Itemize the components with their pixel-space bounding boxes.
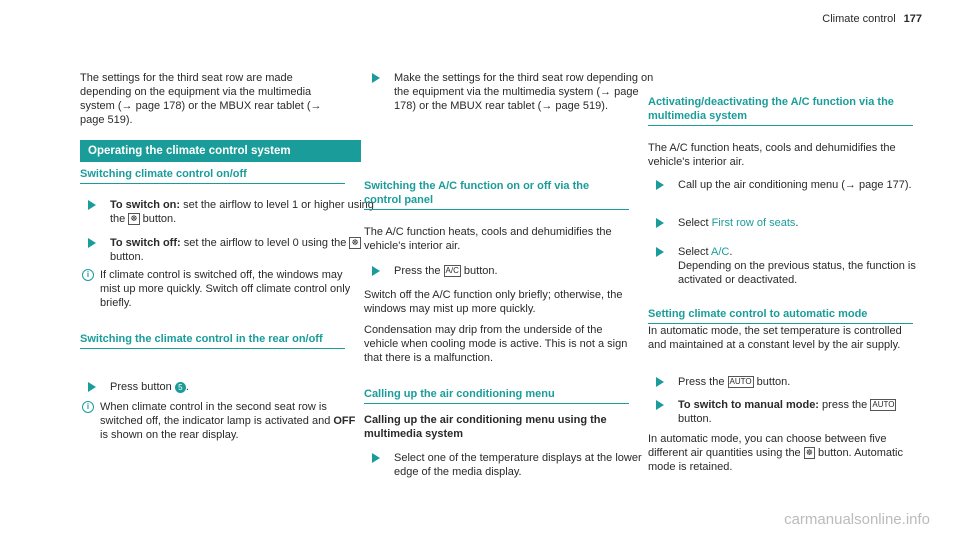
intro-paragraph: The settings for the third seat row are made depending on the equipment via the multimedia system (→ page 178) or the MBUX rear tablet (→ page 519).	[80, 72, 322, 126]
subheading-automatic: Setting climate control to automatic mode	[648, 307, 913, 324]
subheading-multimedia: Calling up the air conditioning menu using the multimedia system	[364, 414, 607, 440]
page-header	[822, 12, 922, 26]
number-badge: 5	[175, 382, 186, 393]
step-arrow-icon	[656, 247, 664, 257]
subheading-ac-multimedia: Activating/deactivating the A/C function via the multimedia system	[648, 95, 913, 126]
section-title: Climate control	[822, 13, 896, 25]
step-manual-mode: To switch to manual mode: press the AUTO button.	[648, 398, 943, 426]
ac-link[interactable]: A/C	[711, 246, 730, 258]
ac-heats-paragraph: The A/C function heats, cools and dehumidifies the vehicle's interior air.	[648, 142, 896, 168]
step-arrow-icon	[656, 180, 664, 190]
step-arrow-icon	[656, 400, 664, 410]
condensation-paragraph: Condensation may drip from the underside of the vehicle when cooling mode is active. This is not a sign that there is a malfunction.	[364, 324, 628, 364]
step-arrow-icon	[372, 266, 380, 276]
step-arrow-icon	[88, 200, 96, 210]
watermark: carmanualsonline.info	[784, 511, 930, 528]
step-select-temp: Select one of the temperature displays at the lower edge of the media display.	[364, 451, 659, 479]
info-icon: i	[82, 401, 94, 413]
ac-paragraph: The A/C function heats, cools and dehumidifies the vehicle's interior air.	[364, 226, 612, 252]
step-arrow-icon	[372, 453, 380, 463]
step-press-auto: Press the AUTO button.	[648, 375, 943, 389]
step-press-ac: Press the A/C button.	[364, 264, 659, 278]
note-mist: i If climate control is switched off, the windows may mist up more quickly. Switch off climate control only briefly.	[80, 268, 365, 310]
step-third-row: Make the settings for the third seat row depending on the equipment via the multimedia system (→ page 178) or the MBUX rear tablet (→ page 519).	[364, 71, 659, 113]
page-number: 177	[903, 13, 922, 25]
step-arrow-icon	[88, 382, 96, 392]
subheading-ac-menu: Calling up the air conditioning menu	[364, 387, 629, 404]
step-select-ac: Select A/C. Depending on the previous status, the function is activated or deactivated.	[648, 245, 943, 287]
air-quantity-paragraph: In automatic mode, you can choose between five different air quantities using the ☸ button. Automatic mode is retained.	[648, 433, 903, 473]
step-call-menu: Call up the air conditioning menu (→ page 177).	[648, 178, 943, 192]
ac-max-icon: A/C	[445, 266, 459, 276]
step-select-first-row: Select First row of seats.	[648, 216, 943, 230]
step-arrow-icon	[372, 73, 380, 83]
subheading-on-off: Switching climate control on/off	[80, 167, 345, 184]
automatic-paragraph: In automatic mode, the set temperature is controlled and maintained at a constant level by the air supply.	[648, 325, 902, 351]
step-arrow-icon	[88, 238, 96, 248]
info-icon: i	[82, 269, 94, 281]
step-press-button: Press button 5 .	[80, 380, 375, 394]
step-arrow-icon	[656, 377, 664, 387]
section-banner: Operating the climate control system	[80, 140, 361, 162]
mist-paragraph: Switch off the A/C function only briefly; otherwise, the windows may mist up more quickly.	[364, 289, 623, 315]
fan-icon: ☸	[805, 448, 813, 458]
step-switch-on: To switch on: set the airflow to level 1 or higher using the ☸ button.	[80, 198, 375, 226]
step-switch-off: To switch off: set the airflow to level 0 using the ☸ button.	[80, 236, 375, 264]
subheading-ac-panel: Switching the A/C function on or off via the control panel	[364, 179, 629, 210]
step-arrow-icon	[656, 218, 664, 228]
subheading-rear: Switching the climate control in the rear on/off	[80, 332, 345, 349]
note-rear: i When climate control in the second seat row is switched off, the indicator lamp is activated and OFF is shown on the rear display.	[80, 400, 365, 442]
auto-icon: AUTO	[729, 377, 752, 387]
first-row-link[interactable]: First row of seats	[711, 217, 796, 229]
auto-icon: AUTO	[872, 400, 895, 410]
fan-icon: ☸	[351, 238, 359, 248]
fan-icon: ☸	[130, 214, 138, 224]
